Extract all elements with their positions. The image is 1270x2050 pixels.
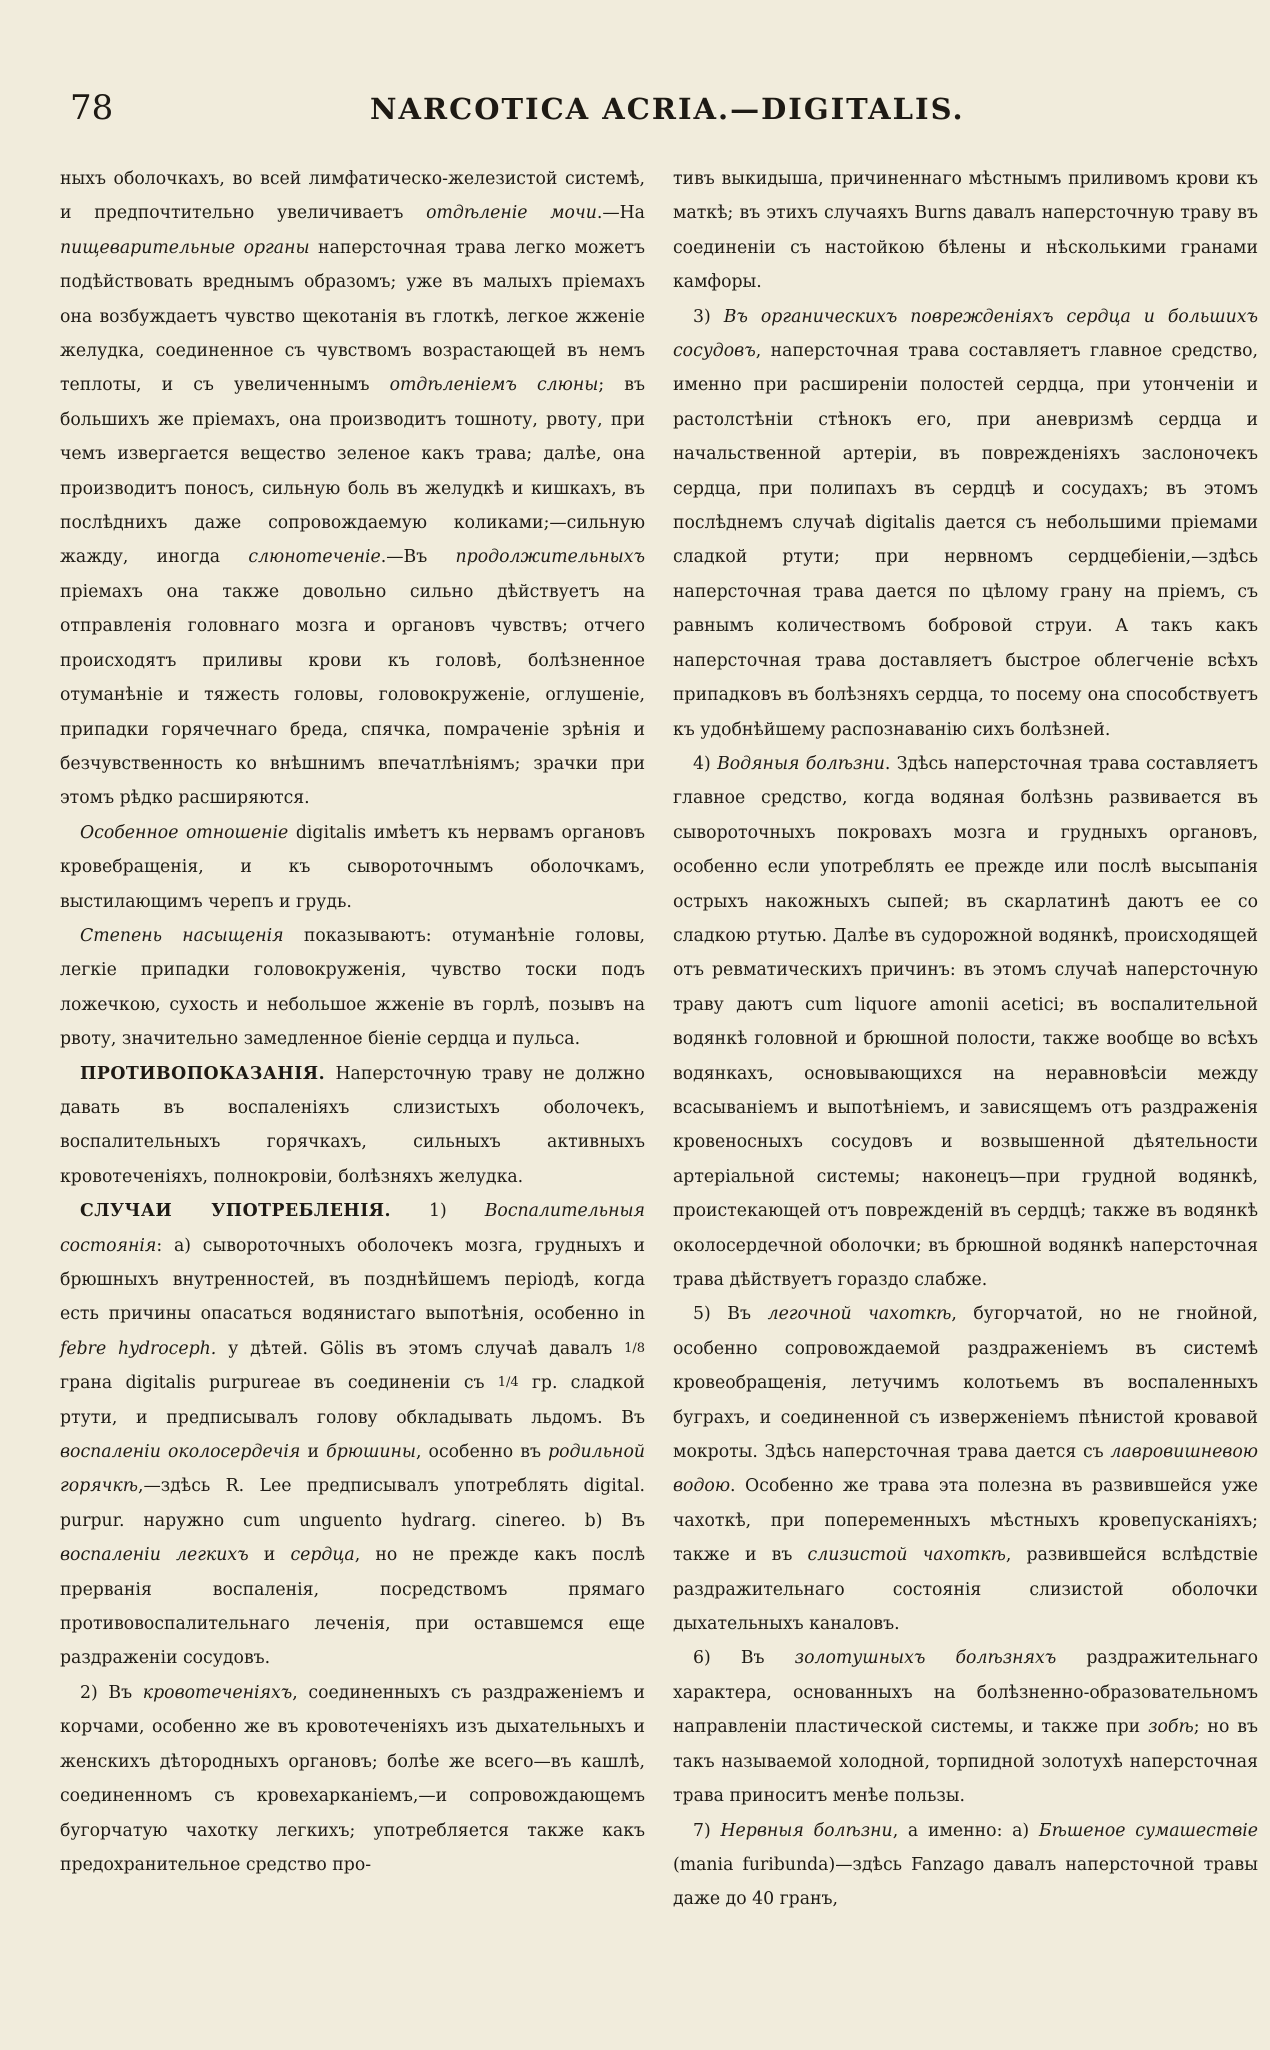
text-run: .—На — [596, 203, 645, 224]
text-run: родильной горячкѣ — [60, 1442, 645, 1497]
text-run: лавровишневою водою — [673, 1442, 1258, 1497]
text-run: 6) Въ — [693, 1648, 795, 1669]
text-run: и — [248, 1545, 291, 1566]
text-run: Степень насыщенія — [80, 925, 284, 946]
text-run: Нервныя болѣзни — [720, 1820, 893, 1841]
right-column — [673, 162, 1258, 1917]
paragraph — [60, 816, 645, 919]
paragraph — [673, 747, 1258, 1298]
text-run: продолжительныхъ — [455, 547, 645, 568]
text-run: слюнотеченіе — [248, 547, 381, 568]
text-run: Въ органическихъ поврежденіяхъ сердца и большихъ сосудовъ — [673, 306, 1258, 362]
text-run: 4) — [693, 753, 718, 774]
text-run: Воспалительныя состоянія — [60, 1201, 645, 1256]
text-run: , бугорчатой, но не гнойной, особенно сопровождаемой раздраженіемъ въ системѣ кровеобращенія, летучимъ колотьемъ въ воспаленныхъ буграхъ, и соединенной съ изверженіемъ пѣнистой кровавой мокроты. Здѣсь наперсточная трава дается съ — [673, 1304, 1259, 1463]
text-run: отдѣленіемъ слюны — [389, 375, 599, 396]
text-run: гр. сладкой ртути, и предписывалъ голову обкладывать льдомъ. Въ — [60, 1373, 646, 1428]
text-run: 7) — [693, 1820, 721, 1841]
paragraph — [60, 1057, 645, 1195]
text-run: отдѣленіе мочи — [426, 203, 597, 224]
paragraph — [60, 162, 645, 816]
paragraph — [60, 1676, 645, 1882]
text-run: (mania furibunda)—здѣсь Fanzago давалъ наперсточной травы даже до 40 гранъ, — [673, 1854, 1258, 1910]
text-run: раздражительнаго характера, основанныхъ на болѣзненно-образовательномъ направленіи пластической системы, и также при — [673, 1648, 1259, 1738]
text-run: воспаленіи легкихъ — [60, 1545, 249, 1566]
text-run: показываютъ: отуманѣніе головы, легкіе припадки головокруженія, чувство тоски подъ ложечкою, сухость и небольшое жженіе въ горлѣ, позывъ на рвоту, значительно замедленное біеніе сердца и пульса. — [60, 925, 646, 1050]
paragraph — [60, 919, 645, 1057]
paragraph — [60, 1194, 645, 1676]
text-run: 3) — [693, 306, 724, 327]
text-run: , особенно въ — [415, 1442, 549, 1463]
text-run: сердца — [290, 1545, 355, 1566]
text-run: пріемахъ она также довольно сильно дѣйствуетъ на отправленія головнаго мозга и органовъ чувствъ; отчего происходятъ приливы крови къ головѣ, болѣзненное отуманѣніе и тяжесть головы, головокруженіе, оглушеніе, припадки горячечнаго бреда, спячка, помраченіе зрѣнія и безчувственность ко внѣшнимъ впечатлѣніямъ; зрачки при этомъ рѣдко расширяются. — [60, 581, 645, 809]
paragraph — [673, 300, 1258, 747]
running-head: NARCOTICA ACRIA.—DIGITALIS. — [370, 92, 965, 126]
text-run: Особенное отношеніе — [80, 822, 289, 843]
text-run: ныхъ оболочкахъ, во всей лимфатическо-железистой системѣ, и предпочтительно увеличиваетъ — [60, 169, 645, 224]
text-run: у дѣтей. Gölis въ этомъ случаѣ давалъ — [216, 1338, 625, 1359]
text-run: ПРОТИВОПОКАЗАНІЯ. — [80, 1063, 326, 1084]
text-run: ; но въ такъ называемой холодной, торпидной золотухѣ наперсточная трава приноситъ менѣе пользы. — [673, 1717, 1258, 1807]
text-run: наперсточная трава легко можетъ подѣйствовать вреднымъ образомъ; уже въ малыхъ пріемахъ она возбуждаетъ чувство щекотанія въ глоткѣ, легкое жженіе желудка, соединенное съ чувствомъ возрастающей въ немъ теплоты, и съ увеличеннымъ — [60, 237, 645, 396]
text-run: digitalis имѣетъ къ нервамъ органовъ кровебращенія, и къ сывороточнымъ оболочкамъ, выстилающимъ черепъ и грудь. — [60, 822, 645, 912]
text-run: и — [300, 1442, 327, 1463]
text-run: Бѣшеное сумашествіе — [1038, 1820, 1259, 1841]
text-run: 2) Въ — [80, 1682, 143, 1703]
text-run: ; въ большихъ же пріемахъ, она производитъ тошноту, рвоту, при чемъ извергается вещество зеленое какъ трава; далѣе, она производитъ поносъ, сильную боль въ желудкѣ и кишкахъ, въ послѣднихъ даже сопровождаемую коликами;—сильную жажду, иногда — [60, 375, 645, 568]
text-run: ,—здѣсь R. Lee предписывалъ употреблять digital. purpur. наружно cum unguento hydrarg. cinereo. b) Въ — [60, 1476, 645, 1531]
text-run: . Особенно же трава эта полезна въ развившейся уже чахоткѣ, при попеременныхъ мѣстныхъ кровепусканіяхъ; также и въ — [673, 1476, 1258, 1566]
text-run: , развившейся вслѣдствіе раздражительнаго состоянія слизистой оболочки дыхательныхъ каналовъ. — [673, 1545, 1259, 1635]
text-run: febre hydroceph. — [60, 1338, 217, 1359]
text-run: СЛУЧАИ УПОТРЕБЛЕНІЯ. — [80, 1201, 392, 1222]
text-run: тивъ выкидыша, причиненнаго мѣстнымъ приливомъ крови къ маткѣ; въ этихъ случаяхъ Burns давалъ наперсточную траву въ соединеніи съ настойкою бѣлены и нѣсколькими гранами камфоры. — [673, 169, 1258, 293]
text-run: грана digitalis purpureae въ соединеніи съ — [60, 1373, 498, 1394]
text-run: 5) Въ — [693, 1304, 768, 1325]
text-run: , но не прежде какъ послѣ прерванія воспаленія, посредствомъ прямаго противовоспалительнаго леченія, при оставшемся еще раздраженіи сосудовъ. — [60, 1545, 645, 1669]
left-column — [60, 162, 645, 1917]
page-number: 78 — [70, 88, 114, 128]
header — [70, 88, 1250, 138]
text-run: .—Въ — [380, 547, 456, 568]
text-run: слизистой чахоткѣ — [807, 1545, 1006, 1566]
text-run: Водяныя болѣзни — [717, 753, 885, 774]
paragraph — [673, 162, 1258, 300]
text-run: , наперсточная трава составляетъ главное средство, именно при расширеніи полостей сердца, при утонченіи и растолстѣніи стѣнокъ его, при аневризмѣ сердца и начальственной артеріи, въ поврежденіяхъ заслоночекъ сердца, при полипахъ въ сердцѣ и сосудахъ; въ этомъ послѣднемъ случаѣ digitalis дается съ небольшими пріемами сладкой ртути; при нервномъ сердцебіеніи,—здѣсь наперсточная трава дается по цѣлому грану на пріемъ, съ равнымъ количествомъ бобровой струи. А такъ какъ наперсточная трава доставляетъ быстрое облегченіе всѣхъ припадковъ въ болѣзняхъ сердца, то посему она способствуетъ къ удобнѣйшему распознаванію сихъ болѣзней. — [673, 341, 1258, 740]
text-run: : а) сывороточныхъ оболочекъ мозга, грудныхъ и брюшныхъ внутренностей, въ позднѣйшемъ періодѣ, когда есть причины опасаться водянистаго выпотѣнія, особенно in — [60, 1235, 645, 1325]
text-run: . Здѣсь наперсточная трава составляетъ главное средство, когда водяная болѣзнь развивается въ сывороточныхъ покровахъ мозга и грудныхъ органовъ, особенно если употреблять ее прежде или послѣ высыпанія острыхъ накожныхъ сыпей; въ скарлатинѣ даютъ ее со сладкою ртутью. Далѣе въ судорожной водянкѣ, происходящей отъ ревматическихъ причинъ: въ этомъ случаѣ наперсточную траву даютъ cum liquore amonii acetici; въ воспалительной водянкѣ головной и брюшной полости, также вообще во всѣхъ водянкахъ, основывающихся на неравновѣсіи между всасываніемъ и выпотѣніемъ, и зависящемъ отъ раздраженія кровеносныхъ сосудовъ и возвышенной дѣятельности артеріальной системы; наконецъ—при грудной водянкѣ, проистекающей отъ поврежденій въ сердцѣ; также въ водянкѣ околосердечной оболочки; въ брюшной водянкѣ наперсточная трава дѣйствуетъ гораздо слабже. — [673, 753, 1258, 1290]
text-run: пищеварительные органы — [60, 237, 310, 258]
paragraph — [673, 1814, 1258, 1917]
text-run: , соединенныхъ съ раздраженіемъ и корчами, особенно же въ кровотеченіяхъ изъ дыхательныхъ и женскихъ дѣтородныхъ органовъ; болѣе же всего—въ кашлѣ, соединенномъ съ кровехарканіемъ,—и сопровождающемъ бугорчатую чахотку легкихъ; употребляется также какъ предохранительное средство про- — [60, 1682, 645, 1875]
text-run: воспаленіи околосердечія — [60, 1442, 301, 1463]
paragraph — [673, 1641, 1258, 1813]
paragraph — [673, 1297, 1258, 1641]
text-run: зобѣ — [1148, 1717, 1194, 1738]
text-run: брюшины — [326, 1442, 416, 1463]
text-run: 1/8 — [624, 1340, 645, 1356]
text-run: легочной чахоткѣ — [767, 1304, 952, 1325]
text-run: 1) — [391, 1201, 485, 1222]
text-columns — [60, 162, 1258, 1917]
text-run: кровотеченіяхъ — [142, 1682, 293, 1703]
text-run: , а именно: а) — [892, 1820, 1039, 1841]
text-run: Наперсточную траву не должно давать въ воспаленіяхъ слизистыхъ оболочекъ, воспалительныхъ горячкахъ, сильныхъ активныхъ кровотеченіяхъ, полнокровіи, болѣзняхъ желудка. — [60, 1063, 645, 1187]
text-run: 1/4 — [497, 1375, 519, 1391]
text-run: золотушныхъ болѣзняхъ — [794, 1648, 1057, 1669]
